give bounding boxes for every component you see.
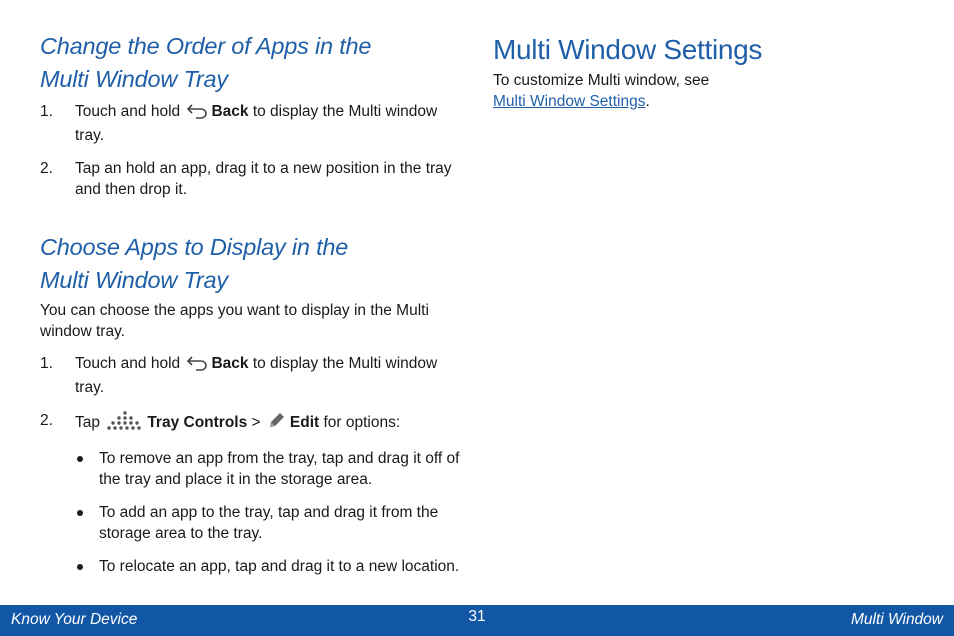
page-title: Multi Window Settings (493, 34, 763, 65)
step-item (40, 410, 465, 436)
title-line: Change the Order of Apps in the (40, 33, 372, 59)
bullet-item (75, 556, 465, 577)
step-text: to display the Multi window tray. (75, 355, 438, 396)
steps-list-choose-apps (40, 353, 465, 436)
bullet-dot (77, 456, 83, 462)
step-text: Touch and hold (75, 355, 181, 372)
steps-list-change-order (40, 101, 465, 200)
right-column (493, 32, 923, 112)
section-title-change-order (40, 30, 465, 96)
back-arrow-icon (186, 356, 208, 377)
pencil-icon (267, 410, 287, 436)
title-line: Multi Window Tray (40, 66, 228, 92)
back-label: Back (211, 103, 249, 120)
step-number: 1. (40, 103, 53, 120)
edit-label: Edit (289, 414, 320, 431)
step-text: for options: (319, 414, 401, 431)
footer-bar (0, 605, 954, 636)
page-number: 31 (468, 608, 486, 625)
back-arrow-icon (186, 104, 208, 125)
step-item (40, 158, 465, 200)
title-line: Multi Window Tray (40, 267, 228, 293)
left-column (40, 30, 465, 577)
bullet-dot (77, 564, 83, 570)
dots-grid-icon (106, 410, 144, 436)
tray-controls-label: Tray Controls (147, 414, 248, 431)
settings-text: To customize Multi window, see (493, 72, 710, 89)
footer-chapter: Know Your Device (11, 611, 138, 628)
back-label: Back (211, 355, 249, 372)
period: . (645, 93, 650, 110)
separator: > (247, 414, 265, 431)
step-number: 1. (40, 355, 53, 372)
bullet-text: To add an app to the tray, tap and drag it from the storage area to the tray. (99, 504, 439, 542)
bullet-item (75, 448, 465, 490)
step-number: 2. (40, 160, 53, 177)
bullet-text: To remove an app from the tray, tap and drag it off of the tray and place it in the storage area. (99, 450, 460, 488)
intro-paragraph: You can choose the apps you want to display in the Multi window tray. (40, 302, 429, 340)
footer-section: Multi Window (850, 611, 943, 628)
title-line: Choose Apps to Display in the (40, 234, 349, 260)
step-text: Tap an hold an app, drag it to a new position in the tray and then drop it. (75, 160, 452, 198)
section-title-choose-apps (40, 231, 465, 297)
step-item (40, 101, 465, 146)
step-number: 2. (40, 412, 53, 429)
options-bullet-list (40, 448, 465, 577)
step-item (40, 353, 465, 398)
multi-window-settings-link[interactable]: Multi Window Settings (493, 93, 646, 110)
step-text: to display the Multi window tray. (75, 103, 438, 144)
bullet-text: To relocate an app, tap and drag it to a new location. (99, 558, 460, 575)
step-text: Touch and hold (75, 103, 181, 120)
step-text: Tap (75, 414, 100, 431)
bullet-item (75, 502, 465, 544)
bullet-dot (77, 510, 83, 516)
settings-paragraph (493, 70, 923, 112)
